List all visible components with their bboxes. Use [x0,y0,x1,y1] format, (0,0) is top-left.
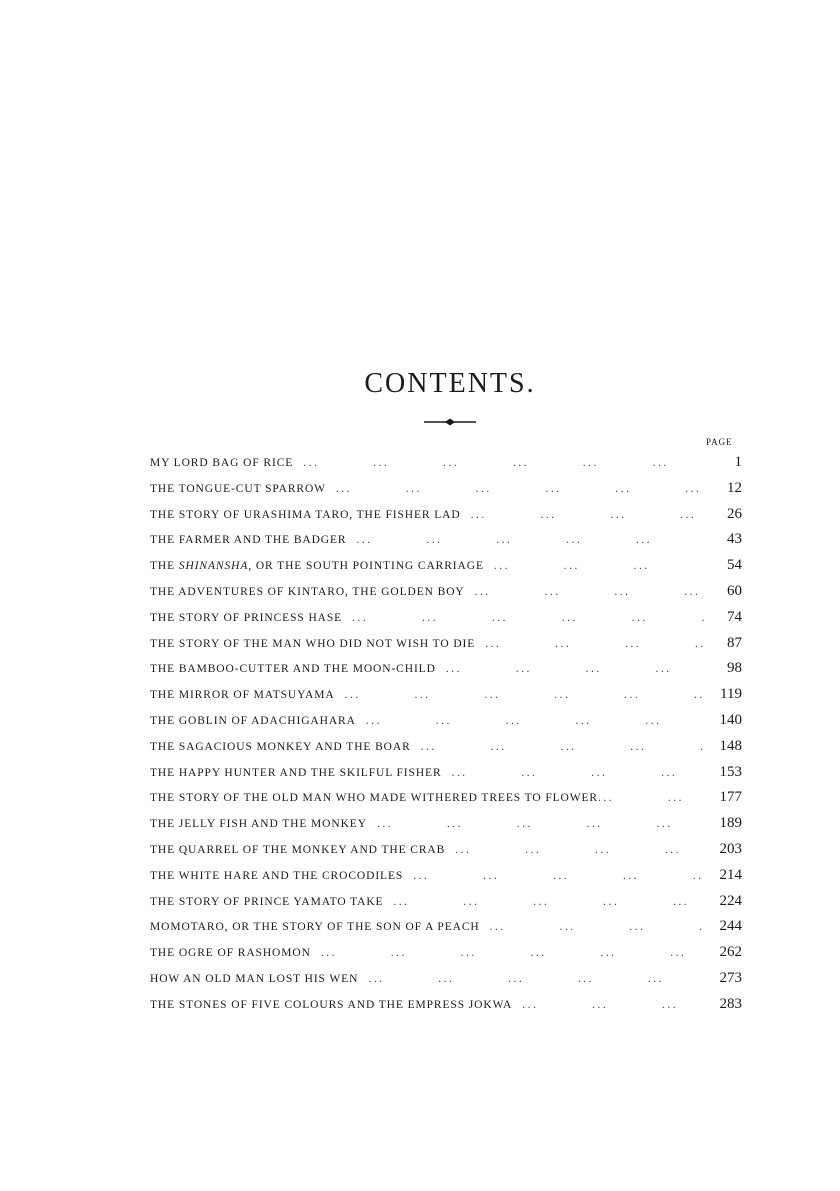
toc-entry-page: 203 [719,840,742,857]
toc-entry[interactable] [150,863,742,889]
table-of-contents [150,450,742,1018]
dot-leader [403,864,704,890]
toc-entry[interactable] [150,682,742,708]
toc-entry[interactable] [150,785,742,811]
toc-entry-title: THE STORY OF THE OLD MAN WHO MADE WITHERED TREES TO FLOWER [150,792,598,805]
dot-leader [326,477,704,503]
toc-entry-title: THE STORY OF URASHIMA TARO, THE FISHER LAD [150,508,461,521]
toc-entry-title: THE SAGACIOUS MONKEY AND THE BOAR [150,740,411,753]
toc-entry-page: 153 [719,763,742,780]
toc-entry-title: THE WHITE HARE AND THE CROCODILES [150,869,404,882]
dot-leader [480,915,704,941]
toc-entry[interactable] [150,914,742,940]
dot-leader [411,735,704,761]
toc-entry-page: 244 [719,918,742,935]
dot-leader [367,812,704,838]
toc-entry[interactable] [150,992,742,1018]
toc-entry-title-italic: SHINANSHA, [178,560,253,573]
toc-entry-title-suffix: OR THE SOUTH POINTING CARRIAGE [252,560,484,573]
page-column-header: PAGE [706,437,733,447]
toc-entry-title: THE OGRE OF RASHOMON [150,947,311,960]
toc-entry-title: THE STORY OF PRINCE YAMATO TAKE [150,895,384,908]
toc-entry-title: THE STORY OF THE MAN WHO DID NOT WISH TO DIE [150,637,476,650]
dot-leader [347,528,705,554]
toc-entry[interactable] [150,940,742,966]
dot-leader [436,657,704,683]
toc-entry-title: MY LORD BAG OF RICE [150,457,294,469]
toc-entry-title: THE STORY OF PRINCESS HASE [150,611,343,624]
toc-entry-page: 119 [720,686,742,703]
dot-leader [475,632,704,658]
toc-entry-title: THE BAMBOO-CUTTER AND THE MOON-CHILD [150,663,436,676]
toc-entry-page: 140 [719,711,742,728]
dot-leader [383,890,704,916]
toc-entry[interactable] [150,656,742,682]
toc-entry-title: THE QUARREL OF THE MONKEY AND THE CRAB [150,843,446,856]
dot-leader [484,554,704,580]
toc-entry[interactable] [150,837,742,863]
dot-leader [311,941,704,967]
toc-entry-page: 262 [719,944,742,961]
dot-leader [342,606,704,632]
toc-entry[interactable] [150,579,742,605]
dot-leader [512,993,704,1019]
toc-entry[interactable] [150,966,742,992]
toc-entry-title: THE JELLY FISH AND THE MONKEY [150,818,367,831]
toc-entry-page: 1 [734,454,742,470]
toc-entry-page: 12 [727,479,742,496]
dot-leader [356,709,704,735]
toc-entry-page: 60 [727,582,742,599]
toc-entry-title: MOMOTARO, OR THE STORY OF THE SON OF A PEACH [150,921,480,934]
toc-entry-page: 98 [727,660,742,677]
toc-entry[interactable] [150,553,742,579]
toc-entry[interactable] [150,811,742,837]
toc-entry-title: THE TONGUE-CUT SPARROW [150,482,326,495]
toc-entry-page: 189 [719,815,742,832]
toc-entry[interactable] [150,502,742,528]
toc-entry-title: THE GOBLIN OF ADACHIGAHARA [150,714,356,727]
toc-entry-page: 224 [719,892,742,909]
toc-entry-title: THE ADVENTURES OF KINTARO, THE GOLDEN BOY [150,585,465,598]
toc-entry-page: 74 [727,608,742,625]
dot-leader [293,451,704,477]
dot-leader [465,580,704,606]
toc-entry-title: HOW AN OLD MAN LOST HIS WEN [150,972,359,985]
toc-entry[interactable] [150,708,742,734]
toc-entry-page: 283 [719,995,742,1012]
toc-entry-page: 177 [719,789,742,806]
dot-leader [598,786,704,812]
toc-entry-title: THE STONES OF FIVE COLOURS AND THE EMPRESS JOKWA [150,998,513,1011]
dot-leader [358,967,704,993]
toc-entry[interactable] [150,476,742,502]
toc-entry-title: THE FARMER AND THE BADGER [150,534,347,547]
toc-entry-title: THE MIRROR OF MATSUYAMA [150,689,335,702]
toc-entry-page: 273 [719,969,742,986]
dot-leader [335,683,704,709]
toc-entry[interactable] [150,631,742,657]
dot-leader [461,503,704,529]
toc-entry[interactable] [150,605,742,631]
toc-entry-page: 148 [719,737,742,754]
toc-entry[interactable] [150,760,742,786]
toc-entry-title [150,554,484,580]
toc-entry[interactable] [150,734,742,760]
ornament-divider-icon [424,416,476,428]
toc-entry-page: 54 [727,557,742,574]
dot-leader [445,838,704,864]
toc-entry-page: 43 [727,531,742,548]
toc-entry[interactable] [150,889,742,915]
toc-entry[interactable] [150,450,742,476]
toc-entry-page: 87 [727,634,742,651]
toc-entry[interactable] [150,527,742,553]
page-title: CONTENTS. [364,368,536,399]
toc-entry-title: THE HAPPY HUNTER AND THE SKILFUL FISHER [150,766,442,779]
toc-entry-page: 214 [719,866,742,883]
toc-entry-title-prefix: THE [150,560,179,573]
dot-leader [442,761,704,787]
toc-entry-page: 26 [727,505,742,522]
